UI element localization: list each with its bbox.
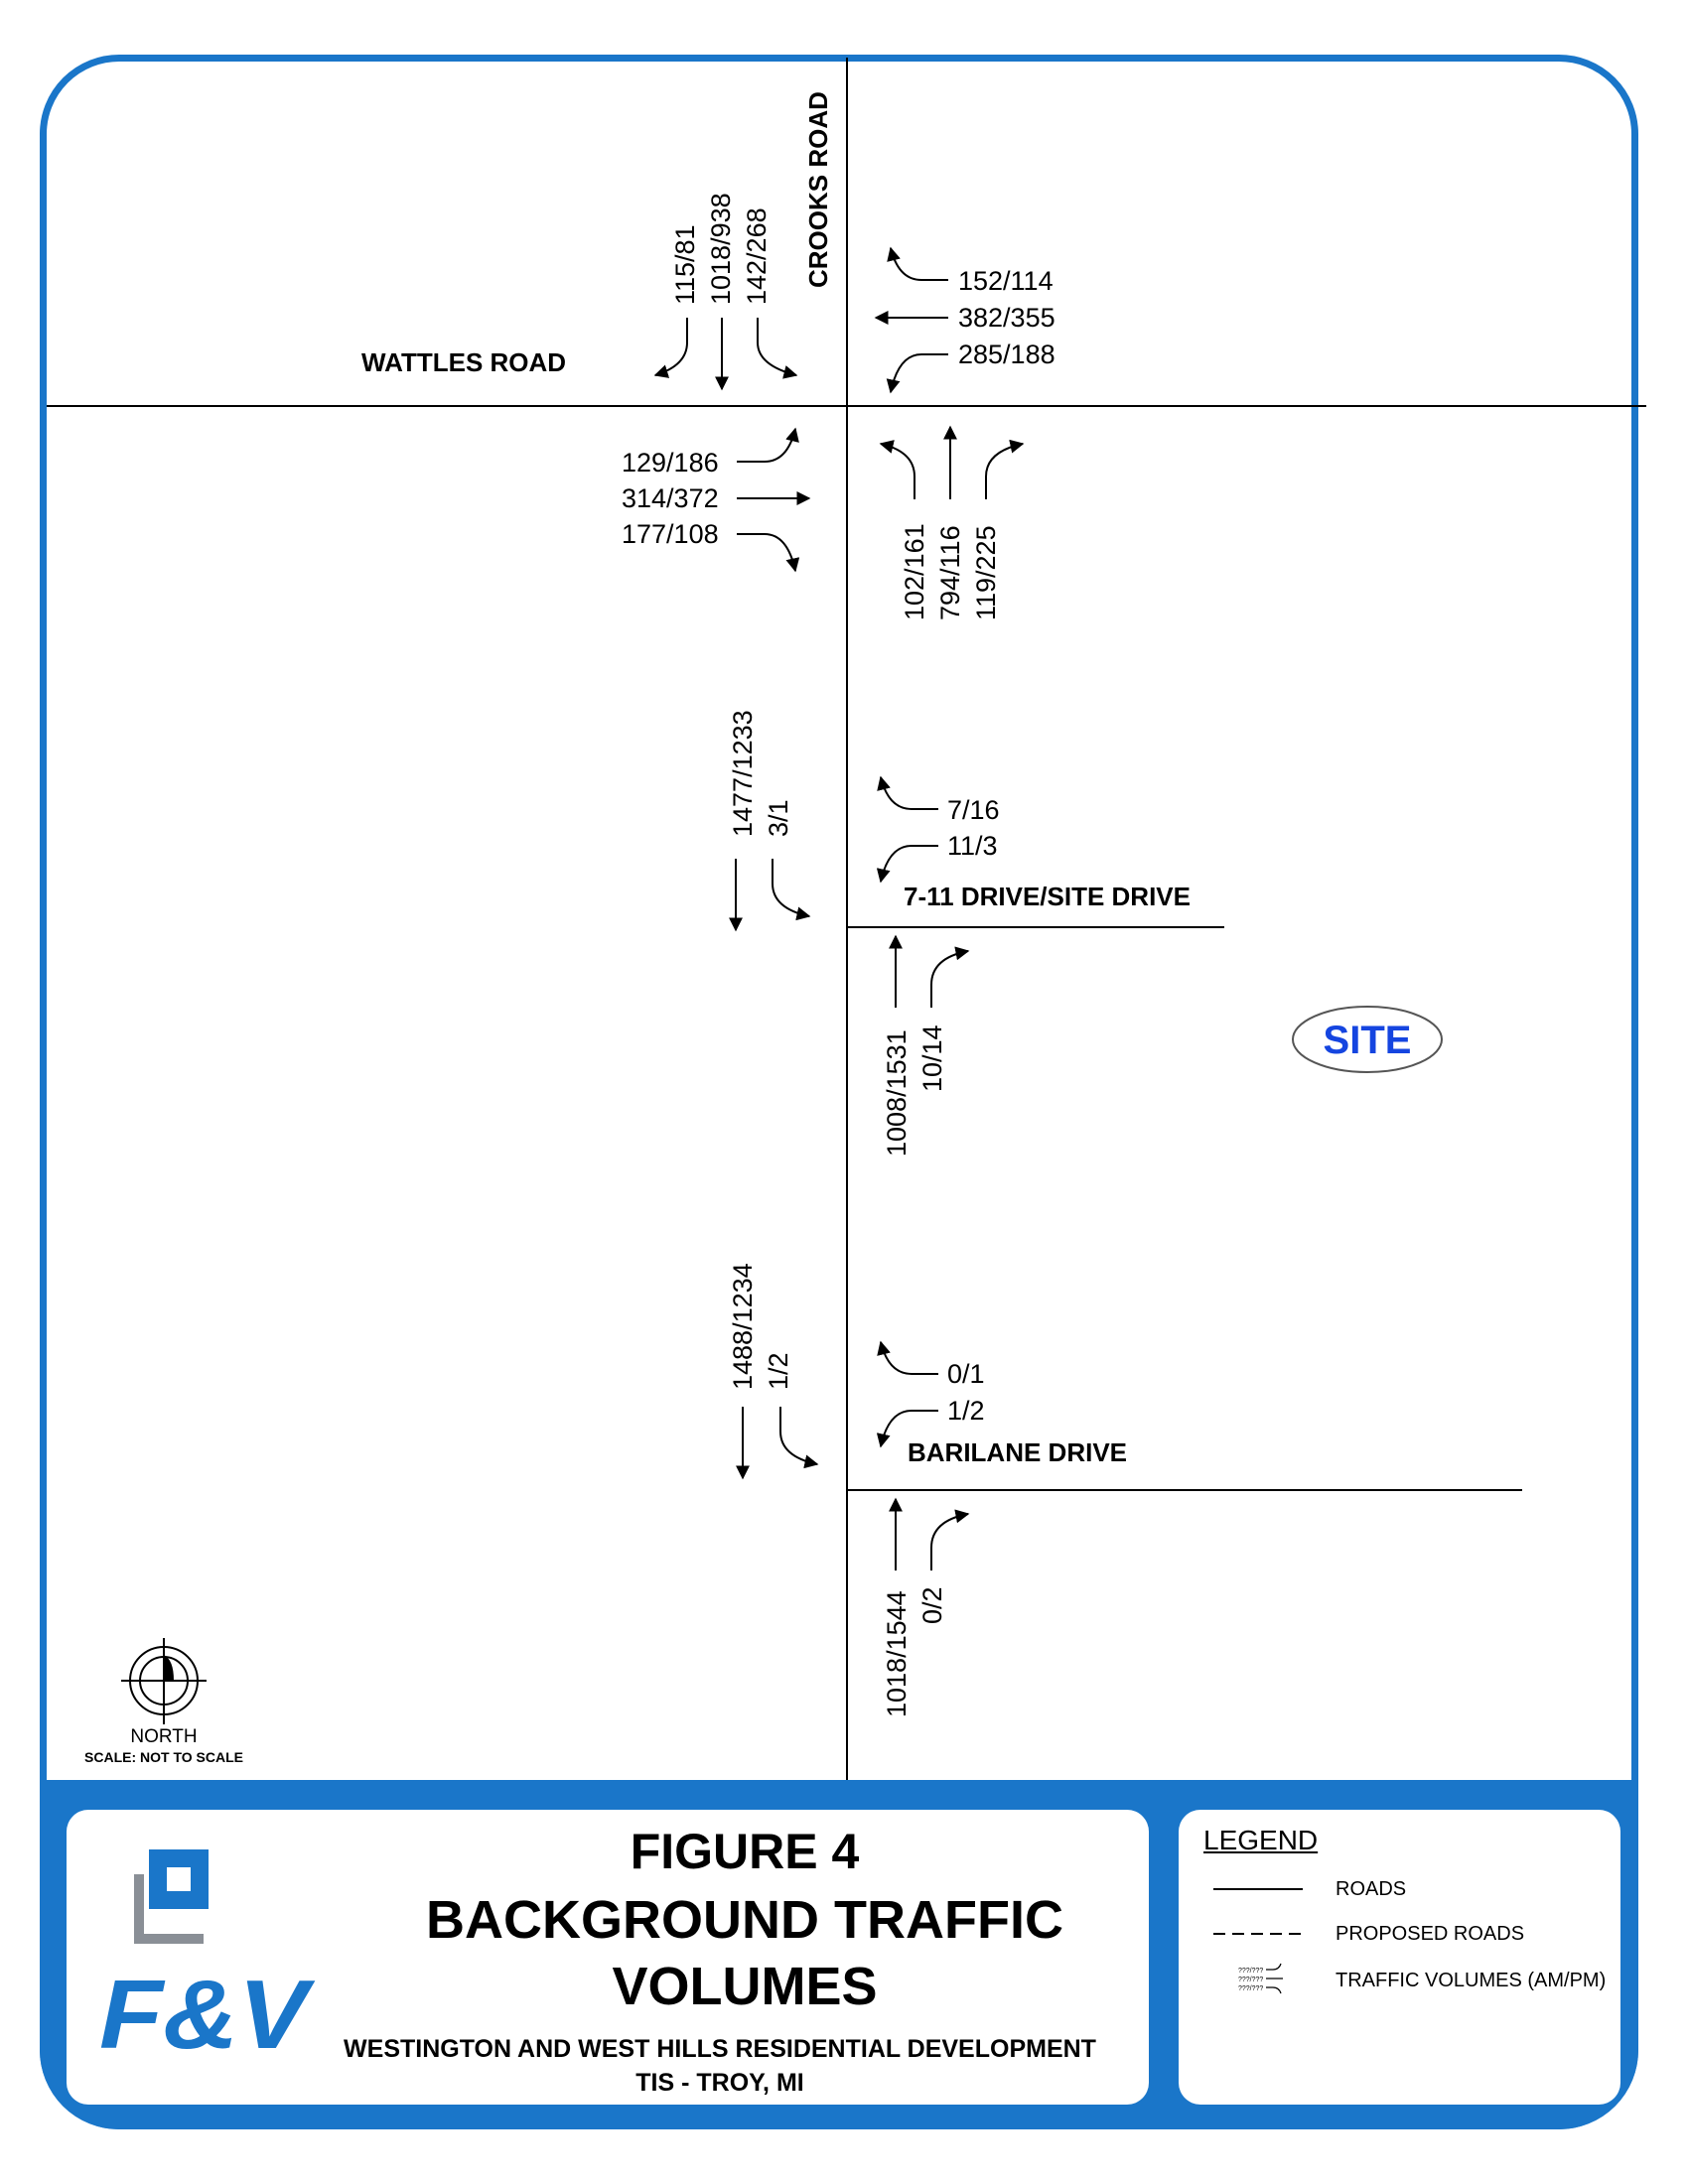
svg-text:???/???: ???/??? xyxy=(1238,1985,1264,1992)
seven-eleven-nb-right-volume: 10/14 xyxy=(917,1024,947,1092)
legend-title: LEGEND xyxy=(1203,1825,1319,1855)
wattles-sb-right-arrow xyxy=(655,318,687,375)
north-arrow-icon xyxy=(121,1638,207,1724)
fv-logo-icon xyxy=(99,1844,318,2063)
wattles-eb-left-volume: 129/186 xyxy=(622,448,719,478)
location-subtitle: TIS - TROY, MI xyxy=(635,2069,804,2097)
wattles-sb-left-arrow xyxy=(758,318,796,375)
seven-eleven-sb-thru-volume: 1477/1233 xyxy=(728,710,758,837)
legend-volume-icon xyxy=(1238,1964,1283,1993)
svg-text:???/???: ???/??? xyxy=(1238,1977,1264,1983)
barilane-nb-right-volume: 0/2 xyxy=(917,1586,947,1624)
logo-text: F&V xyxy=(99,1960,317,2063)
wattles-wb-left-arrow xyxy=(891,354,948,392)
seven-eleven-sb-left-arrow xyxy=(773,859,809,916)
seven-eleven-wb-right-arrow xyxy=(881,777,938,809)
barilane-sb-left-arrow xyxy=(780,1407,817,1464)
legend-symbols xyxy=(1213,1866,1328,2005)
barilane-sb-thru-volume: 1488/1234 xyxy=(728,1263,758,1390)
project-subtitle: WESTINGTON AND WEST HILLS RESIDENTIAL DEVELOPMENT xyxy=(344,2035,1096,2063)
wattles-sb-thru-volume: 1018/938 xyxy=(706,193,736,305)
figure-title-line-3: VOLUMES xyxy=(612,1957,878,2016)
wattles-wb-thru-volume: 382/355 xyxy=(958,303,1055,333)
wattles-nb-right-arrow xyxy=(986,444,1023,499)
legend-roads-label: ROADS xyxy=(1336,1878,1407,1900)
wattles-wb-left-volume: 285/188 xyxy=(958,340,1055,369)
wattles-nb-right-volume: 119/225 xyxy=(971,525,1001,620)
barilane-wb-right-arrow xyxy=(881,1342,938,1374)
barilane-wb-right-volume: 0/1 xyxy=(947,1359,985,1389)
wattles-wb-right-volume: 152/114 xyxy=(958,266,1054,296)
barilane-nb-thru-volume: 1018/1544 xyxy=(882,1590,912,1717)
figure-title-line-2: BACKGROUND TRAFFIC xyxy=(426,1890,1063,1950)
site-label: SITE xyxy=(1323,1019,1412,1062)
barilane-sb-left-volume: 1/2 xyxy=(764,1352,793,1390)
seven-eleven-wb-left-volume: 11/3 xyxy=(947,831,998,861)
wattles-sb-right-volume: 115/81 xyxy=(670,224,700,305)
wattles-eb-left-arrow xyxy=(737,429,795,462)
wattles-wb-right-arrow xyxy=(891,248,948,280)
legend-volumes-label: TRAFFIC VOLUMES (AM/PM) xyxy=(1336,1970,1607,1991)
seven-eleven-wb-left-arrow xyxy=(881,846,938,882)
wattles-eb-thru-volume: 314/372 xyxy=(622,483,719,513)
crooks-road-label: CROOKS ROAD xyxy=(803,91,833,288)
wattles-road-label: WATTLES ROAD xyxy=(361,347,567,377)
svg-text:???/???: ???/??? xyxy=(1238,1968,1264,1975)
wattles-eb-right-arrow xyxy=(737,534,795,571)
seven-eleven-nb-right-arrow xyxy=(931,951,968,1008)
wattles-eb-right-volume: 177/108 xyxy=(622,519,719,549)
barilane-drive-label: BARILANE DRIVE xyxy=(908,1437,1128,1467)
legend-proposed-label: PROPOSED ROADS xyxy=(1336,1923,1525,1945)
barilane-wb-left-volume: 1/2 xyxy=(947,1396,985,1426)
north-label: NORTH xyxy=(130,1726,198,1747)
wattles-nb-left-volume: 102/161 xyxy=(900,523,929,620)
wattles-sb-left-volume: 142/268 xyxy=(742,207,772,305)
wattles-nb-thru-volume: 794/116 xyxy=(935,525,965,620)
seven-eleven-nb-thru-volume: 1008/1531 xyxy=(882,1029,912,1157)
barilane-nb-right-arrow xyxy=(931,1514,968,1570)
seven-eleven-wb-right-volume: 7/16 xyxy=(947,795,1000,825)
seven-eleven-sb-left-volume: 3/1 xyxy=(764,799,793,837)
figure-title-line-1: FIGURE 4 xyxy=(630,1824,860,1879)
seven-eleven-drive-label: 7-11 DRIVE/SITE DRIVE xyxy=(904,882,1191,911)
scale-label: SCALE: NOT TO SCALE xyxy=(84,1749,243,1765)
wattles-nb-left-arrow xyxy=(881,444,914,499)
